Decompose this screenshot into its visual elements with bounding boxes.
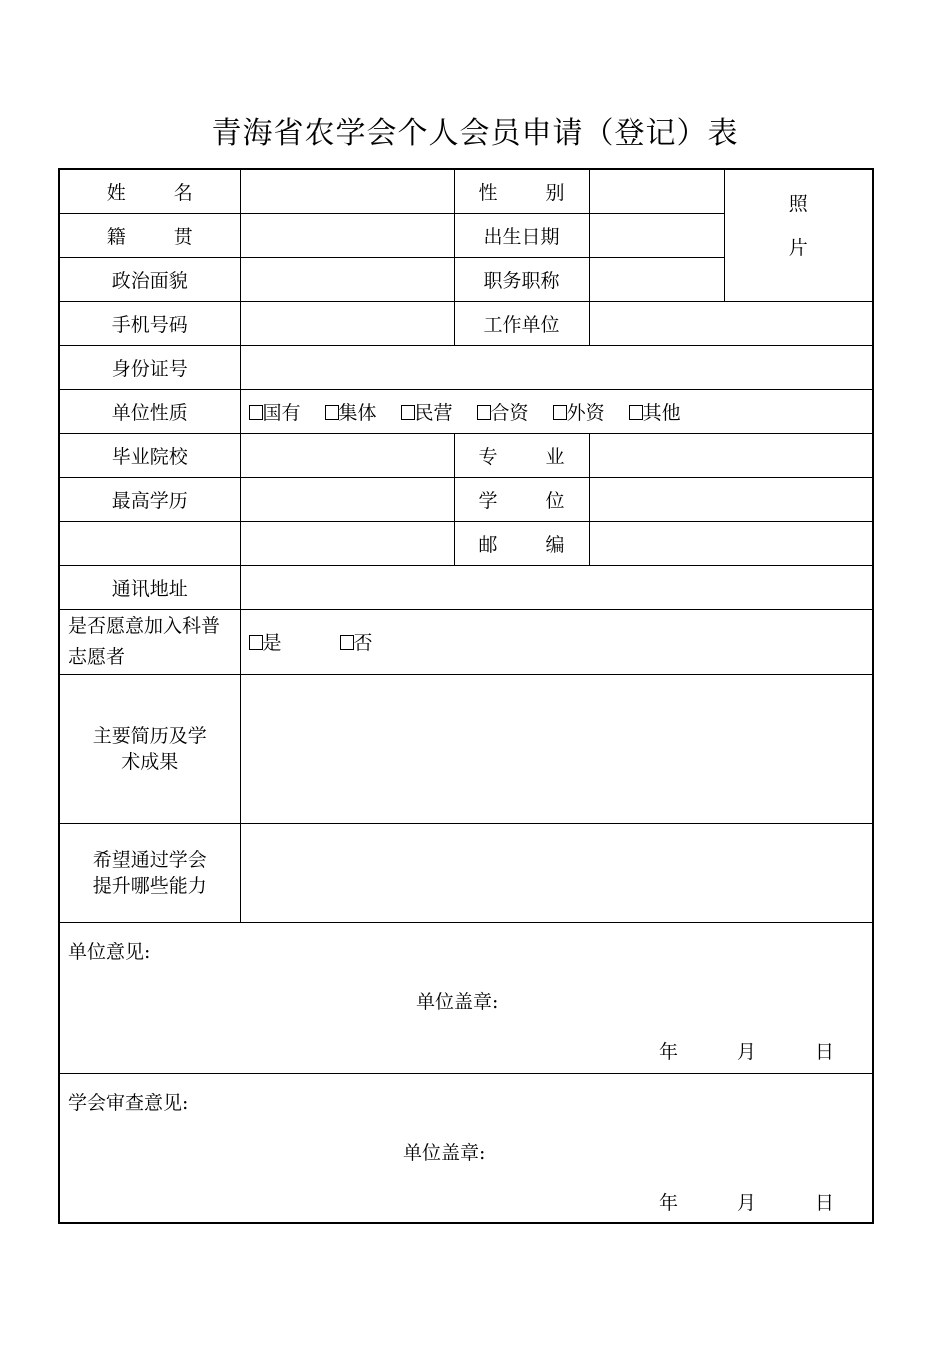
major-label xyxy=(454,433,589,477)
degree-label-char-1: 学 xyxy=(478,489,498,512)
unit-type-option-state-owned[interactable] xyxy=(249,398,301,425)
blank-label-cell xyxy=(59,521,240,565)
postcode-field[interactable] xyxy=(589,521,873,565)
improve-label-line-2: 提升哪些能力 xyxy=(92,874,207,897)
unit-opinion-box[interactable] xyxy=(59,922,873,1073)
birth-date-label: 出生日期 xyxy=(454,213,589,257)
row-society-opinion xyxy=(59,1073,873,1223)
school-field[interactable] xyxy=(240,433,454,477)
blank-field[interactable] xyxy=(240,521,454,565)
name-label-char-2: 名 xyxy=(173,181,193,204)
gender-field[interactable] xyxy=(589,169,724,213)
degree-field[interactable] xyxy=(589,477,873,521)
improve-label-line-1: 希望通过学会 xyxy=(92,848,207,871)
gender-label-char-2: 别 xyxy=(545,181,565,204)
improve-label xyxy=(59,823,240,922)
name-field[interactable] xyxy=(240,169,454,213)
row-address xyxy=(59,565,873,609)
gender-label xyxy=(454,169,589,213)
date-year-label: 年 xyxy=(658,1191,678,1214)
phone-field[interactable] xyxy=(240,301,454,345)
volunteer-option-no[interactable] xyxy=(340,628,373,655)
row-resume xyxy=(59,674,873,823)
date-day-label: 日 xyxy=(814,1040,834,1063)
row-unit-opinion xyxy=(59,922,873,1073)
date-year-label: 年 xyxy=(658,1040,678,1063)
checkbox-icon[interactable] xyxy=(249,405,263,420)
unit-type-option-private[interactable] xyxy=(401,398,453,425)
major-field[interactable] xyxy=(589,433,873,477)
photo-label-char-1: 照 xyxy=(788,193,808,215)
unit-type-option-joint-venture[interactable] xyxy=(477,398,529,425)
checkbox-icon[interactable] xyxy=(401,405,415,420)
row-phone xyxy=(59,301,873,345)
volunteer-options xyxy=(240,609,873,674)
page-title: 青海省农学会个人会员申请（登记）表 xyxy=(211,116,739,151)
political-status-field[interactable] xyxy=(240,257,454,301)
checkbox-icon[interactable] xyxy=(477,405,491,420)
resume-label xyxy=(59,674,240,823)
row-postcode xyxy=(59,521,873,565)
gender-label-char-1: 性 xyxy=(478,181,498,204)
phone-label: 手机号码 xyxy=(59,301,240,345)
checkbox-icon[interactable] xyxy=(249,635,263,650)
society-opinion-date xyxy=(600,1188,834,1215)
native-label-char-1: 籍 xyxy=(106,225,126,248)
name-label-char-1: 姓 xyxy=(106,181,126,204)
row-improve xyxy=(59,823,873,922)
birth-date-field[interactable] xyxy=(589,213,724,257)
row-name xyxy=(59,169,873,213)
date-month-label: 月 xyxy=(736,1040,756,1063)
workplace-field[interactable] xyxy=(589,301,873,345)
checkbox-icon[interactable] xyxy=(629,405,643,420)
checkbox-icon[interactable] xyxy=(553,405,567,420)
resume-label-line-2: 术成果 xyxy=(121,750,179,773)
id-number-label: 身份证号 xyxy=(59,345,240,389)
date-month-label: 月 xyxy=(736,1191,756,1214)
native-place-label xyxy=(59,213,240,257)
unit-type-label: 单位性质 xyxy=(59,389,240,433)
date-day-label: 日 xyxy=(814,1191,834,1214)
political-status-label: 政治面貌 xyxy=(59,257,240,301)
option-label: 是 xyxy=(262,632,282,654)
resume-label-line-1: 主要简历及学 xyxy=(92,724,207,747)
unit-type-option-other[interactable] xyxy=(629,398,681,425)
address-field[interactable] xyxy=(240,565,873,609)
photo-box[interactable] xyxy=(724,169,873,301)
unit-opinion-date xyxy=(600,1037,834,1064)
society-opinion-heading: 学会审查意见: xyxy=(68,1091,189,1114)
postcode-label-char-2: 编 xyxy=(545,533,565,556)
option-label: 国有 xyxy=(262,401,301,424)
unit-type-option-collective[interactable] xyxy=(325,398,377,425)
major-label-char-2: 业 xyxy=(545,445,565,468)
address-label: 通讯地址 xyxy=(59,565,240,609)
unit-type-options xyxy=(240,389,873,433)
name-label xyxy=(59,169,240,213)
workplace-label: 工作单位 xyxy=(454,301,589,345)
row-volunteer xyxy=(59,609,873,674)
volunteer-option-yes[interactable] xyxy=(249,628,282,655)
society-opinion-box[interactable] xyxy=(59,1073,873,1223)
position-title-label: 职务职称 xyxy=(454,257,589,301)
option-label: 外资 xyxy=(566,401,605,424)
native-place-field[interactable] xyxy=(240,213,454,257)
unit-opinion-heading: 单位意见: xyxy=(68,940,151,963)
improve-field[interactable] xyxy=(240,823,873,922)
option-label: 合资 xyxy=(490,401,529,424)
postcode-label xyxy=(454,521,589,565)
photo-label-char-2: 片 xyxy=(788,237,808,259)
major-label-char-1: 专 xyxy=(478,445,498,468)
row-id xyxy=(59,345,873,389)
postcode-label-char-1: 邮 xyxy=(478,533,498,556)
option-label: 集体 xyxy=(338,401,377,424)
checkbox-icon[interactable] xyxy=(340,635,354,650)
unit-opinion-seal-label: 单位盖章: xyxy=(416,990,499,1013)
option-label: 其他 xyxy=(642,401,681,424)
row-unit-type xyxy=(59,389,873,433)
option-label: 否 xyxy=(353,632,373,654)
society-opinion-seal-label: 单位盖章: xyxy=(403,1141,486,1164)
education-field[interactable] xyxy=(240,477,454,521)
position-title-field[interactable] xyxy=(589,257,724,301)
education-label: 最高学历 xyxy=(59,477,240,521)
school-label: 毕业院校 xyxy=(59,433,240,477)
resume-field[interactable] xyxy=(240,674,873,823)
id-number-field[interactable] xyxy=(240,345,873,389)
application-form-table xyxy=(58,168,874,1224)
row-school xyxy=(59,433,873,477)
checkbox-icon[interactable] xyxy=(325,405,339,420)
option-label: 民营 xyxy=(414,401,453,424)
volunteer-label: 是否愿意加入科普志愿者 xyxy=(59,609,240,674)
unit-type-option-foreign[interactable] xyxy=(553,398,605,425)
native-label-char-2: 贯 xyxy=(173,225,193,248)
degree-label-char-2: 位 xyxy=(545,489,565,512)
row-education xyxy=(59,477,873,521)
degree-label xyxy=(454,477,589,521)
